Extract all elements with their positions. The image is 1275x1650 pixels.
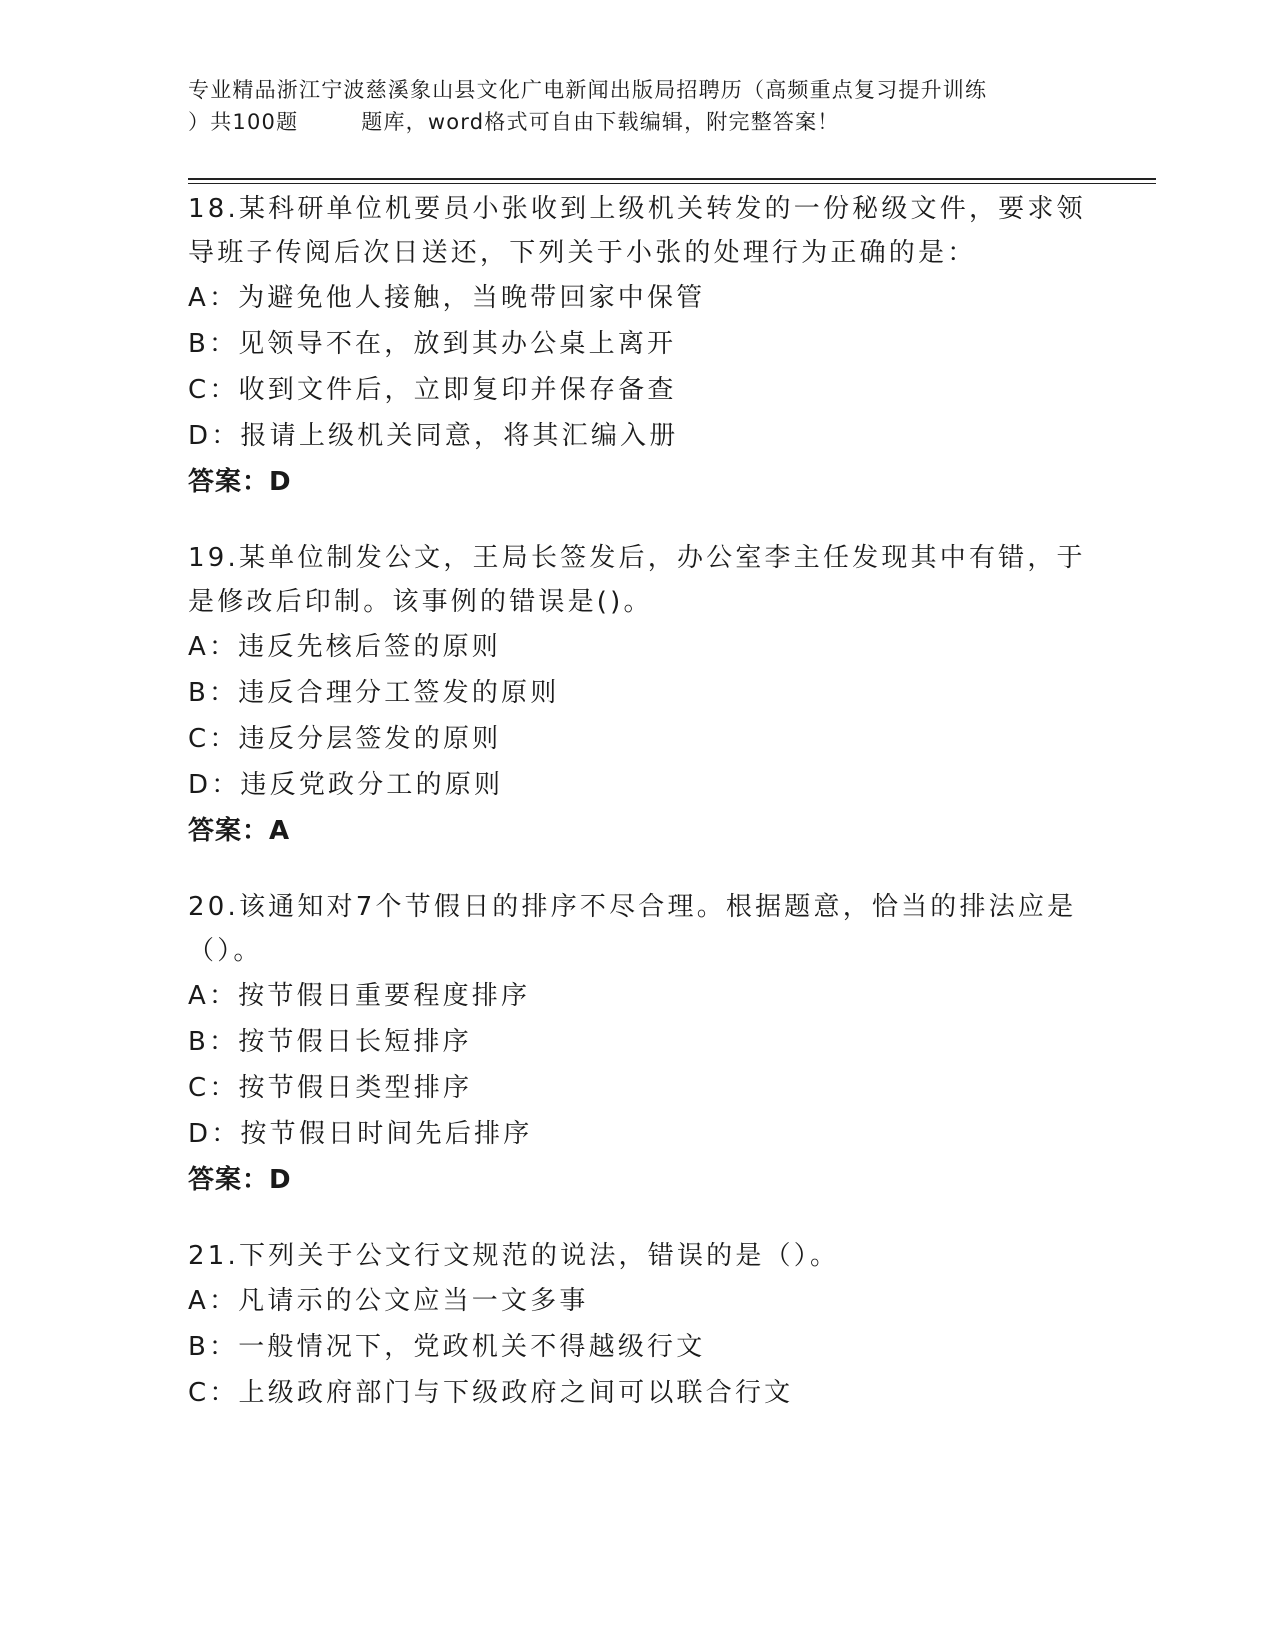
question-21 (188, 1234, 1088, 1416)
header-rule-thin (188, 183, 1156, 184)
document-header (188, 74, 1088, 138)
option-c: C：按节假日类型排序 (188, 1073, 473, 1103)
answer: 答案：D (188, 467, 292, 497)
question-19 (188, 536, 1088, 854)
option-d: D：报请上级机关同意，将其汇编入册 (188, 421, 679, 451)
option-a: A：按节假日重要程度排序 (188, 981, 531, 1011)
answer: 答案：A (188, 816, 291, 846)
option-b: B：按节假日长短排序 (188, 1027, 472, 1057)
option-c: C：上级政府部门与下级政府之间可以联合行文 (188, 1378, 794, 1408)
option-b: B：违反合理分工签发的原则 (188, 678, 560, 708)
option-d: D：违反党政分工的原则 (188, 770, 504, 800)
question-stem: 19.某单位制发公文，王局长签发后，办公室李主任发现其中有错，于是修改后印制。该事例的错误是()。 (188, 543, 1086, 617)
question-20 (188, 885, 1088, 1203)
option-c: C：收到文件后，立即复印并保存备查 (188, 375, 677, 405)
option-d: D：按节假日时间先后排序 (188, 1119, 533, 1149)
header-line-1: 专业精品浙江宁波慈溪象山县文化广电新闻出版局招聘历（高频重点复习提升训练 (188, 78, 988, 102)
option-c: C：违反分层签发的原则 (188, 724, 502, 754)
question-stem: 18.某科研单位机要员小张收到上级机关转发的一份秘级文件，要求领导班子传阅后次日送还，下列关于小张的处理行为正确的是： (188, 194, 1086, 268)
option-a: A：违反先核后签的原则 (188, 632, 501, 662)
question-stem: 20.该通知对7个节假日的排序不尽合理。根据题意，恰当的排法应是（）。 (188, 892, 1077, 966)
question-stem: 21.下列关于公文行文规范的说法，错误的是（）。 (188, 1241, 840, 1271)
option-a: A：为避免他人接触，当晚带回家中保管 (188, 283, 706, 313)
question-18 (188, 187, 1088, 505)
option-a: A：凡请示的公文应当一文多事 (188, 1286, 589, 1316)
header-rule-thick (188, 178, 1156, 180)
answer: 答案：D (188, 1165, 292, 1195)
option-b: B：见领导不在，放到其办公桌上离开 (188, 329, 677, 359)
option-b: B：一般情况下，党政机关不得越级行文 (188, 1332, 706, 1362)
header-line-2: ）共100题 题库，word格式可自由下载编辑，附完整答案！ (188, 110, 840, 134)
